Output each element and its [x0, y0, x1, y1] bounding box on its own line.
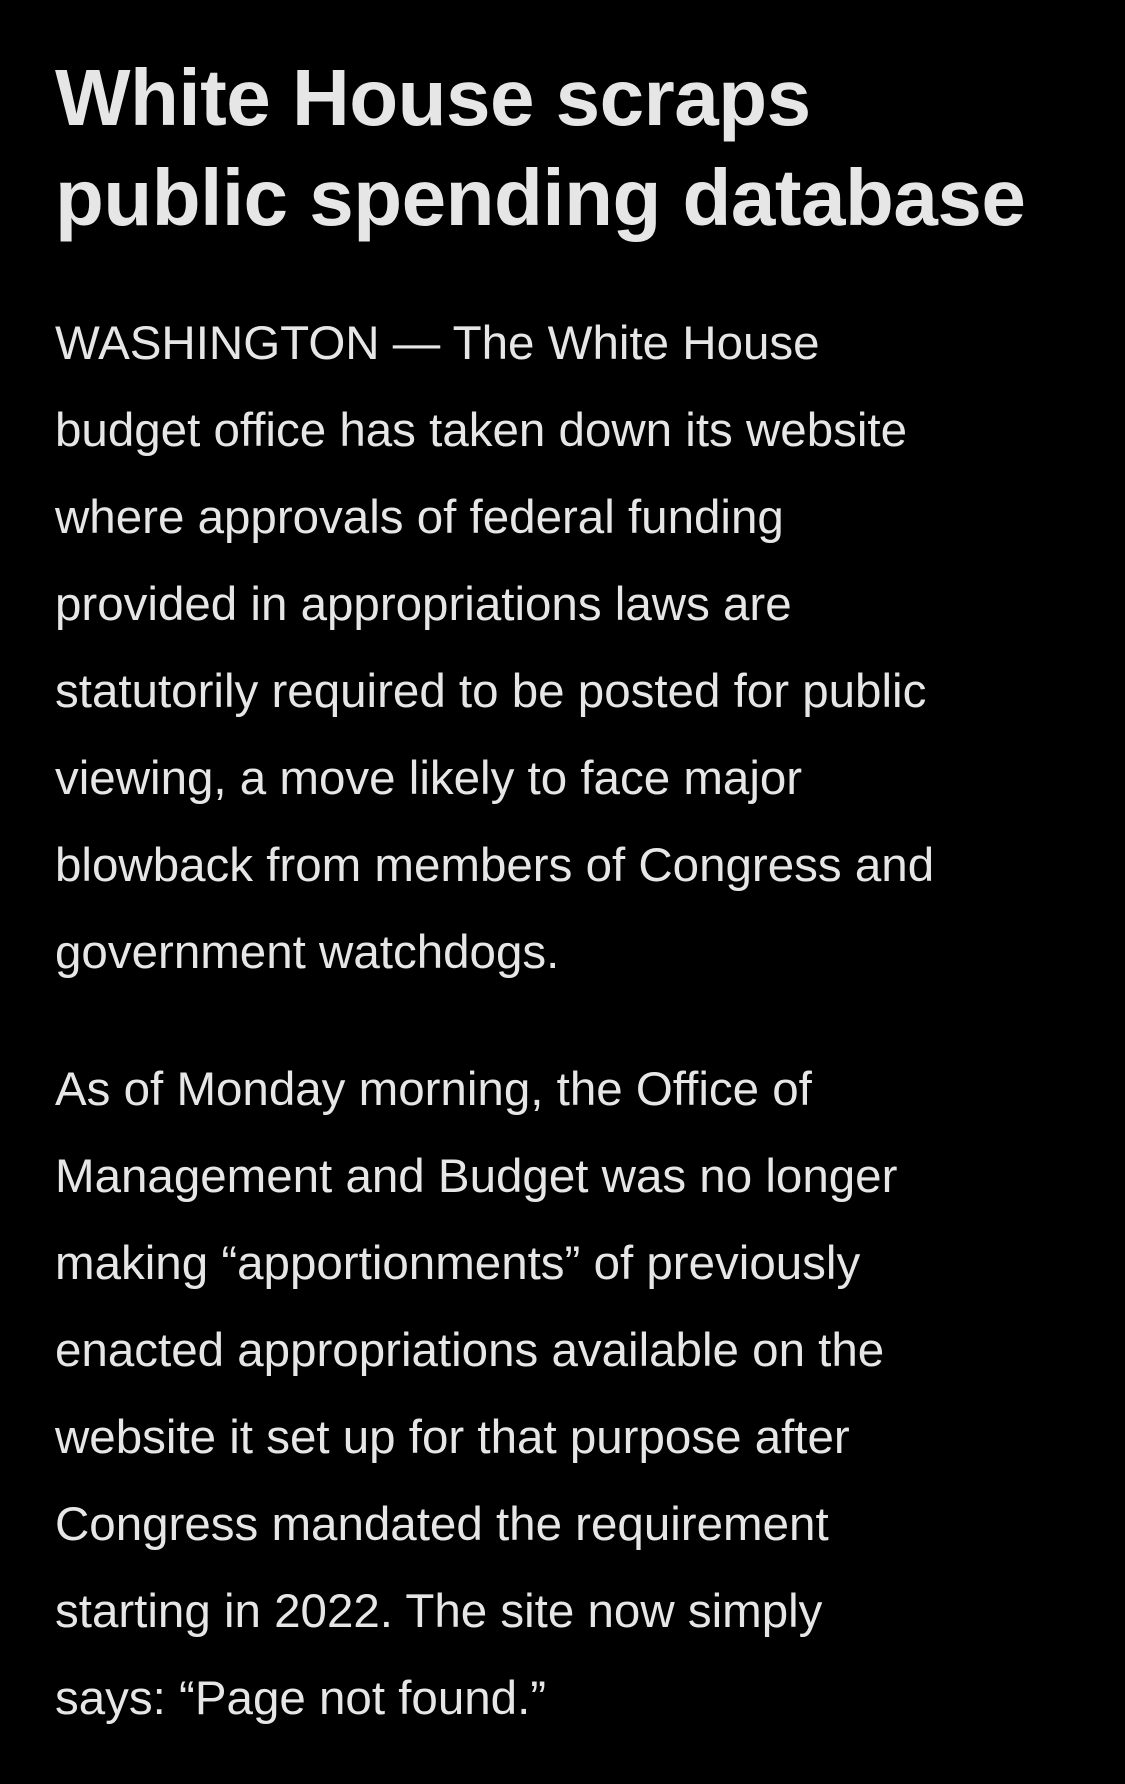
paragraph-line: As of Monday morning, the Office of — [55, 1063, 812, 1116]
paragraph-line: website it set up for that purpose after — [55, 1411, 850, 1464]
paragraph-line: where approvals of federal funding — [55, 491, 784, 544]
paragraph-line: starting in 2022. The site now simply — [55, 1585, 823, 1638]
article-paragraph-1 — [55, 300, 1095, 996]
paragraph-line: government watchdogs. — [55, 926, 560, 979]
paragraph-line: statutorily required to be posted for public — [55, 665, 927, 718]
paragraph-line: Congress mandated the requirement — [55, 1498, 829, 1551]
article — [55, 48, 1095, 1742]
paragraph-line: budget office has taken down its website — [55, 404, 908, 457]
headline-line: White House scraps — [55, 53, 811, 142]
paragraph-line: WASHINGTON — The White House — [55, 317, 820, 370]
article-headline — [55, 48, 1095, 248]
paragraph-line: blowback from members of Congress and — [55, 839, 935, 892]
paragraph-line: viewing, a move likely to face major — [55, 752, 803, 805]
paragraph-line: provided in appropriations laws are — [55, 578, 792, 631]
headline-line: public spending database — [55, 153, 1026, 242]
paragraph-line: says: “Page not found.” — [55, 1672, 547, 1725]
article-paragraph-2 — [55, 1046, 1095, 1742]
paragraph-line: Management and Budget was no longer — [55, 1150, 898, 1203]
paragraph-line: enacted appropriations available on the — [55, 1324, 885, 1377]
paragraph-line: making “apportionments” of previously — [55, 1237, 861, 1290]
